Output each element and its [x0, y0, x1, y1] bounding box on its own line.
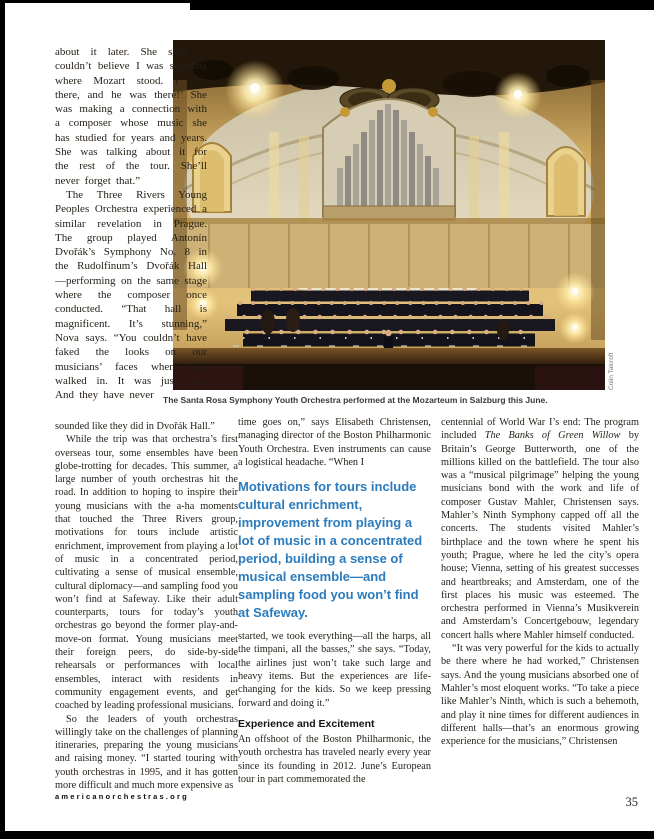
- bottom-edge-bar: [0, 831, 654, 839]
- orchestra: [225, 289, 555, 354]
- concert-hall-photo: [173, 40, 605, 390]
- mozarteum-hall-illustration: [173, 40, 605, 390]
- column-left-lower: [55, 420, 238, 792]
- column-middle: [238, 416, 431, 786]
- paragraph-text: by Britain’s George Butterworth, one of the millions killed on the battlefield. The tour also was a “musical pilgrimage” helping the young musicians bond with the work and life of composer Gustav Mahler, Christensen says. Mahler’s Ninth Symphony capped off all the concerts. The students visited Mahler’s birthplace and the town where he spent his youth; Prague, where he led the city’s opera house; Vienna, setting of his greatest successes and heartbreaks; and Amsterdam, one of the first places his music was esteemed. The orchestra performed in Vienna’s Musikverein and Amsterdam’s Concertgebouw, legendary concert halls where Mahler himself conducted.: [441, 430, 639, 641]
- photo-caption: The Santa Rosa Symphony Youth Orchestra performed at the Mozarteum in Salzburg this June.: [163, 395, 548, 405]
- left-edge-bar: [0, 0, 5, 831]
- body-paragraph: An offshoot of the Boston Philharmonic, the youth orchestra has traveled nearly every year since its founding in 2012. June’s European tour in part commemorated the: [238, 733, 431, 785]
- body-paragraph: time goes on,” says Elisabeth Christensen, managing director of the Boston Philharmonic Youth Orchestra. Even instruments can cause a logistical headache. “When I: [238, 417, 431, 468]
- body-paragraph: sounded like they did in Dvořák Hall.”: [55, 421, 215, 432]
- top-edge-bar: [190, 0, 654, 10]
- body-paragraph: [441, 416, 639, 642]
- body-paragraph: started, we took everything—all the harps, all the timpani, all the basses,” she says. “Today, the airlines just won’t take such large and heavy items. But the experiences are life-changing for the kids. So we keep pressing forward and doing it.”: [238, 631, 431, 709]
- body-paragraph: “It was very powerful for the kids to actually be there where he had worked,” Christensen says. And the young musicians absorbed one of Mahler’s most eloquent works. “To take a piece like Mahler’s Ninth, which is such a behemoth, and play it nine times for different audiences in different halls—that’s an enormous growing experience for the musicians,” Christensen: [441, 643, 639, 748]
- section-heading: Experience and Excitement: [238, 717, 375, 730]
- paragraph-text: centennial of World War I’s end: The program included: [441, 417, 639, 442]
- column-left-upper: [55, 45, 207, 402]
- work-title: The Banks of Green Willow: [484, 430, 621, 442]
- body-paragraph: So the leaders of youth orchestras willingly take on the challenges of planning itineraries, preparing the young musicians and raising money. “I started touring with youth orchestras in 1995, and it has gotten more difficult and much more expensive as: [55, 713, 238, 792]
- body-paragraph: about it later. She said, ‘I couldn’t believe I was standing where Mozart stood. I was there, and he was there!’ She was making a connection with a composer whose music she has studied for years and years. She was talking about it for the rest of the tour. She’ll never forget that.”: [55, 46, 207, 187]
- body-paragraph: The Three Rivers Young Peoples Orchestra experienced a similar revelation in Prague. The group played Antonín Dvořák’s Symphony No. 8 in the Rudolfinum’s Dvořák Hall—performing on the same stage where the composer once conducted. “That hall is magnificent. It’s stunning,” Nova says. “You couldn’t have faked the looks on our musicians’ faces when they walked in. It was just awe. And they have never: [55, 188, 207, 402]
- column-right: [441, 416, 639, 748]
- photo-credit: Colin Talcroft: [608, 352, 615, 390]
- page-number: 35: [625, 795, 638, 809]
- body-paragraph: While the trip was that orchestra’s first overseas tour, some ensembles have been globe-trotting for decades. This summer, a large number of youth orchestras hit the road. In addition to hoping to inspire their young musicians with the a-ha moments that touched the Three Rivers group, motivations for tours include artistic enrichment, improvement from playing a lot of music in a concentrated period, cultivating a sense of musical ensemble, cultural diplomacy—and sampling food you won’t find at Safeway. Like their adult counterparts, tours for today’s youth orchestras go beyond the former play-and-move-on format. Young musicians meet their foreign peers, do side-by-side rehearsals or performances with local ensembles, interact with residents in community engagement events, and get coached by leading professional musicians.: [55, 434, 239, 712]
- pull-quote: Motivations for tours include cultural enrichment, improvement from playing a lot of music in a concentrated period, building a sense of musical ensemble—and sampling food you won’t find at Safeway.: [238, 479, 423, 621]
- footer-website: americanorchestras.org: [55, 792, 189, 801]
